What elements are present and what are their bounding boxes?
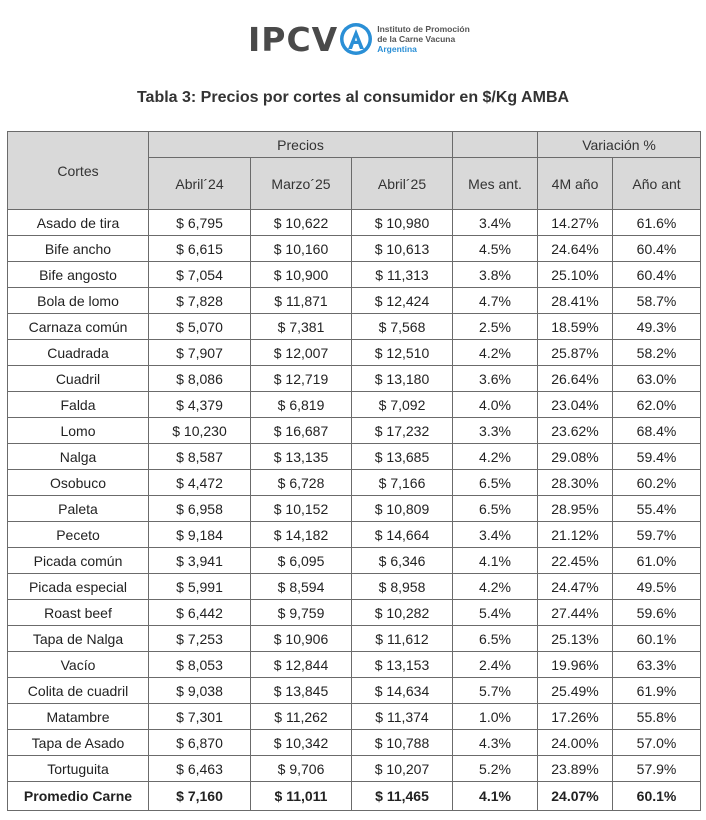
price-abril-25: $ 13,153 — [352, 652, 453, 678]
price-marzo-25: $ 9,706 — [251, 756, 352, 782]
var-anio-ant: 59.6% — [613, 600, 701, 626]
var-anio-ant: 68.4% — [613, 418, 701, 444]
price-abril-25: $ 7,568 — [352, 314, 453, 340]
var-4m-anio: 26.64% — [538, 366, 613, 392]
price-marzo-25: $ 10,342 — [251, 730, 352, 756]
price-marzo-25: $ 7,381 — [251, 314, 352, 340]
var-4m-anio: 25.13% — [538, 626, 613, 652]
var-4m-anio: 23.04% — [538, 392, 613, 418]
header-abril-24: Abril´24 — [149, 158, 251, 210]
var-anio-ant: 58.7% — [613, 288, 701, 314]
price-abril-24: $ 7,054 — [149, 262, 251, 288]
table-row — [8, 652, 701, 678]
table-row — [8, 210, 701, 236]
price-abril-25: $ 10,980 — [352, 210, 453, 236]
var-anio-ant: 61.6% — [613, 210, 701, 236]
price-abril-24: $ 6,442 — [149, 600, 251, 626]
price-abril-24: $ 10,230 — [149, 418, 251, 444]
price-abril-24: $ 7,828 — [149, 288, 251, 314]
cut-name: Tapa de Nalga — [8, 626, 149, 652]
table-row — [8, 704, 701, 730]
price-abril-24: $ 8,086 — [149, 366, 251, 392]
table-row — [8, 626, 701, 652]
cut-name: Paleta — [8, 496, 149, 522]
cut-name: Bife ancho — [8, 236, 149, 262]
var-4m-anio: 27.44% — [538, 600, 613, 626]
cut-name: Asado de tira — [8, 210, 149, 236]
table-row — [8, 470, 701, 496]
var-4m-anio: 23.62% — [538, 418, 613, 444]
var-4m-anio: 28.41% — [538, 288, 613, 314]
var-anio-ant: 55.8% — [613, 704, 701, 730]
var-mes-ant: 3.8% — [453, 262, 538, 288]
cut-name: Tapa de Asado — [8, 730, 149, 756]
price-marzo-25: $ 6,095 — [251, 548, 352, 574]
var-mes-ant: 3.4% — [453, 210, 538, 236]
table-row — [8, 496, 701, 522]
cut-name: Roast beef — [8, 600, 149, 626]
var-4m-anio: 17.26% — [538, 704, 613, 730]
cut-name: Cuadril — [8, 366, 149, 392]
header-cortes: Cortes — [8, 132, 149, 210]
cut-name: Tortuguita — [8, 756, 149, 782]
price-abril-25: $ 17,232 — [352, 418, 453, 444]
table-row — [8, 730, 701, 756]
var-4m-anio: 21.12% — [538, 522, 613, 548]
var-4m-anio: 25.49% — [538, 678, 613, 704]
var-mes-ant: 4.2% — [453, 340, 538, 366]
cut-name: Colita de cuadril — [8, 678, 149, 704]
var-mes-ant: 5.7% — [453, 678, 538, 704]
price-abril-25: $ 14,634 — [352, 678, 453, 704]
price-abril-24: $ 3,941 — [149, 548, 251, 574]
cut-name: Nalga — [8, 444, 149, 470]
price-marzo-25: $ 9,759 — [251, 600, 352, 626]
table-total-row — [8, 782, 701, 811]
var-mes-ant: 2.5% — [453, 314, 538, 340]
table-row — [8, 574, 701, 600]
ipcva-logo — [248, 18, 470, 60]
table-row — [8, 756, 701, 782]
var-anio-ant: 59.7% — [613, 522, 701, 548]
price-marzo-25: $ 16,687 — [251, 418, 352, 444]
var-anio-ant: 63.3% — [613, 652, 701, 678]
price-abril-24: $ 6,870 — [149, 730, 251, 756]
price-marzo-25: $ 8,594 — [251, 574, 352, 600]
cut-name: Peceto — [8, 522, 149, 548]
price-marzo-25: $ 11,011 — [251, 782, 352, 811]
price-abril-25: $ 10,282 — [352, 600, 453, 626]
var-4m-anio: 25.87% — [538, 340, 613, 366]
var-4m-anio: 24.07% — [538, 782, 613, 811]
var-anio-ant: 63.0% — [613, 366, 701, 392]
var-4m-anio: 24.64% — [538, 236, 613, 262]
price-marzo-25: $ 12,719 — [251, 366, 352, 392]
table-row — [8, 522, 701, 548]
var-4m-anio: 22.45% — [538, 548, 613, 574]
var-anio-ant: 61.9% — [613, 678, 701, 704]
price-marzo-25: $ 10,900 — [251, 262, 352, 288]
cut-name: Falda — [8, 392, 149, 418]
price-marzo-25: $ 10,622 — [251, 210, 352, 236]
price-abril-24: $ 6,958 — [149, 496, 251, 522]
var-mes-ant: 6.5% — [453, 470, 538, 496]
price-abril-25: $ 12,424 — [352, 288, 453, 314]
price-abril-24: $ 7,907 — [149, 340, 251, 366]
table-body — [8, 210, 701, 811]
price-abril-25: $ 11,313 — [352, 262, 453, 288]
price-abril-25: $ 6,346 — [352, 548, 453, 574]
table-row — [8, 392, 701, 418]
price-marzo-25: $ 13,845 — [251, 678, 352, 704]
price-abril-24: $ 6,615 — [149, 236, 251, 262]
table-row — [8, 548, 701, 574]
price-marzo-25: $ 13,135 — [251, 444, 352, 470]
table-row — [8, 678, 701, 704]
var-mes-ant: 3.3% — [453, 418, 538, 444]
logo-wordmark: IPCV — [248, 19, 339, 59]
cut-name: Picada especial — [8, 574, 149, 600]
price-abril-25: $ 10,207 — [352, 756, 453, 782]
header-empty-cell — [453, 132, 538, 158]
cut-name: Lomo — [8, 418, 149, 444]
price-marzo-25: $ 12,007 — [251, 340, 352, 366]
table-row — [8, 366, 701, 392]
var-anio-ant: 61.0% — [613, 548, 701, 574]
cut-name: Carnaza común — [8, 314, 149, 340]
var-anio-ant: 60.2% — [613, 470, 701, 496]
price-abril-25: $ 12,510 — [352, 340, 453, 366]
header-group-variacion: Variación % — [538, 132, 701, 158]
logo-line-3: Argentina — [377, 44, 417, 54]
price-abril-25: $ 13,180 — [352, 366, 453, 392]
var-4m-anio: 28.30% — [538, 470, 613, 496]
price-abril-24: $ 5,070 — [149, 314, 251, 340]
var-anio-ant: 49.5% — [613, 574, 701, 600]
price-abril-24: $ 8,587 — [149, 444, 251, 470]
price-abril-24: $ 4,379 — [149, 392, 251, 418]
var-mes-ant: 6.5% — [453, 496, 538, 522]
var-anio-ant: 62.0% — [613, 392, 701, 418]
cut-name: Promedio Carne — [8, 782, 149, 811]
price-abril-25: $ 11,374 — [352, 704, 453, 730]
logo-line-1: Instituto de Promoción — [377, 24, 470, 34]
table-row — [8, 236, 701, 262]
header-mes-ant: Mes ant. — [453, 158, 538, 210]
price-abril-24: $ 6,795 — [149, 210, 251, 236]
cut-name: Osobuco — [8, 470, 149, 496]
price-marzo-25: $ 12,844 — [251, 652, 352, 678]
table-row — [8, 418, 701, 444]
price-marzo-25: $ 6,728 — [251, 470, 352, 496]
var-4m-anio: 24.00% — [538, 730, 613, 756]
header-abril-25: Abril´25 — [352, 158, 453, 210]
var-anio-ant: 60.1% — [613, 782, 701, 811]
table-row — [8, 314, 701, 340]
table-row — [8, 288, 701, 314]
price-abril-24: $ 8,053 — [149, 652, 251, 678]
table-row — [8, 444, 701, 470]
var-mes-ant: 4.7% — [453, 288, 538, 314]
price-abril-24: $ 9,184 — [149, 522, 251, 548]
logo-text — [377, 24, 470, 54]
price-marzo-25: $ 10,160 — [251, 236, 352, 262]
price-abril-24: $ 4,472 — [149, 470, 251, 496]
cut-name: Bola de lomo — [8, 288, 149, 314]
var-4m-anio: 14.27% — [538, 210, 613, 236]
cut-name: Bife angosto — [8, 262, 149, 288]
price-marzo-25: $ 6,819 — [251, 392, 352, 418]
table-row — [8, 262, 701, 288]
var-mes-ant: 4.1% — [453, 782, 538, 811]
var-4m-anio: 19.96% — [538, 652, 613, 678]
var-anio-ant: 57.9% — [613, 756, 701, 782]
var-mes-ant: 5.4% — [453, 600, 538, 626]
price-abril-24: $ 7,301 — [149, 704, 251, 730]
var-4m-anio: 25.10% — [538, 262, 613, 288]
var-mes-ant: 5.2% — [453, 756, 538, 782]
prices-table — [7, 131, 701, 811]
var-anio-ant: 57.0% — [613, 730, 701, 756]
cut-name: Vacío — [8, 652, 149, 678]
price-abril-25: $ 7,166 — [352, 470, 453, 496]
var-4m-anio: 29.08% — [538, 444, 613, 470]
cut-name: Matambre — [8, 704, 149, 730]
var-mes-ant: 2.4% — [453, 652, 538, 678]
var-anio-ant: 49.3% — [613, 314, 701, 340]
price-marzo-25: $ 11,871 — [251, 288, 352, 314]
var-anio-ant: 60.4% — [613, 236, 701, 262]
var-anio-ant: 60.1% — [613, 626, 701, 652]
logo-line-2: de la Carne Vacuna — [377, 34, 456, 44]
var-anio-ant: 58.2% — [613, 340, 701, 366]
price-marzo-25: $ 14,182 — [251, 522, 352, 548]
var-4m-anio: 24.47% — [538, 574, 613, 600]
price-abril-25: $ 10,788 — [352, 730, 453, 756]
price-abril-25: $ 14,664 — [352, 522, 453, 548]
price-abril-25: $ 13,685 — [352, 444, 453, 470]
price-abril-25: $ 10,613 — [352, 236, 453, 262]
cut-name: Picada común — [8, 548, 149, 574]
table-row — [8, 340, 701, 366]
logo-a-icon — [339, 22, 373, 56]
var-4m-anio: 23.89% — [538, 756, 613, 782]
header-anio-ant: Año ant — [613, 158, 701, 210]
price-abril-25: $ 7,092 — [352, 392, 453, 418]
var-mes-ant: 4.2% — [453, 574, 538, 600]
var-mes-ant: 3.4% — [453, 522, 538, 548]
header-group-precios: Precios — [149, 132, 453, 158]
price-abril-24: $ 7,253 — [149, 626, 251, 652]
price-abril-25: $ 10,809 — [352, 496, 453, 522]
price-abril-25: $ 11,465 — [352, 782, 453, 811]
price-marzo-25: $ 10,906 — [251, 626, 352, 652]
header-marzo-25: Marzo´25 — [251, 158, 352, 210]
price-marzo-25: $ 11,262 — [251, 704, 352, 730]
price-abril-24: $ 5,991 — [149, 574, 251, 600]
var-mes-ant: 6.5% — [453, 626, 538, 652]
price-abril-24: $ 6,463 — [149, 756, 251, 782]
price-marzo-25: $ 10,152 — [251, 496, 352, 522]
var-mes-ant: 1.0% — [453, 704, 538, 730]
var-mes-ant: 4.0% — [453, 392, 538, 418]
var-mes-ant: 4.5% — [453, 236, 538, 262]
var-mes-ant: 4.1% — [453, 548, 538, 574]
table-row — [8, 600, 701, 626]
var-mes-ant: 4.3% — [453, 730, 538, 756]
price-abril-24: $ 9,038 — [149, 678, 251, 704]
var-anio-ant: 55.4% — [613, 496, 701, 522]
var-mes-ant: 3.6% — [453, 366, 538, 392]
var-4m-anio: 28.95% — [538, 496, 613, 522]
price-abril-24: $ 7,160 — [149, 782, 251, 811]
var-4m-anio: 18.59% — [538, 314, 613, 340]
table-title: Tabla 3: Precios por cortes al consumidor en $/Kg AMBA — [136, 89, 570, 106]
var-anio-ant: 59.4% — [613, 444, 701, 470]
price-abril-25: $ 11,612 — [352, 626, 453, 652]
header-4m-anio: 4M año — [538, 158, 613, 210]
price-abril-25: $ 8,958 — [352, 574, 453, 600]
var-anio-ant: 60.4% — [613, 262, 701, 288]
cut-name: Cuadrada — [8, 340, 149, 366]
var-mes-ant: 4.2% — [453, 444, 538, 470]
